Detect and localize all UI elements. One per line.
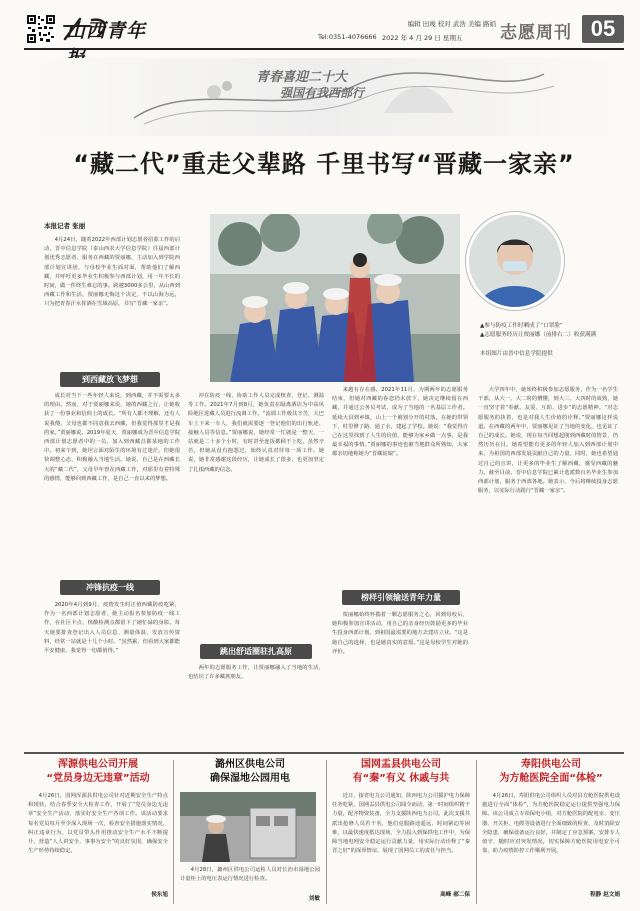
bottom-4-body-wrap — [482, 792, 620, 890]
main-photo — [210, 214, 460, 382]
page-number — [582, 15, 624, 43]
banner-line1: 青春喜迎二十大 — [256, 70, 348, 85]
col4-body-text: 大学四年中，她始终积极参加志愿服务，作为一名学生干部，从大一、大二时的懵懂，到大三、大四时的成熟，她一直坚守着“奉献、友爱、互助、进步”的志愿精神。“对志愿服务的执着，也是对我人生价值的诠释。”贾丽娜这样说道。在西藏的两年中，贾丽娜见证了当地的变化，也见证了自己的成长。她说，现在每当回想起刚到西藏时的情景，仍然历历在目。她希望能有更多的年轻人加入到西部计划中来，为祖国的西部发展贡献自己的力量。同时，她也希望通过自己的宣讲，让更多的毕业生了解西藏，感受西藏的魅力。截至目前，晋中信息学院已累计选派数百名毕业生参加西部计划，服务于西部各地。她表示，今后将继续投身志愿服务，以实际行动践行“晋藏一家亲”。 — [478, 387, 618, 495]
bottom-4-title2: 为方舱医院全面“体检” — [499, 773, 603, 784]
bottom-1-title1: 浑源供电公司开展 — [58, 759, 138, 770]
col1-intro-text: 4月24日，随着2022年西部计划志愿者招募工作的启动，晋中信息学院（泰山西农大学信息学院）往届西部计划优秀志愿者、服务在西藏的贾丽娜，主动加入到学院西部计划宣讲团，与母校毕业生面对面，帮助他们了解西藏，并呼吁更多毕业生积极参与西部计划，用一年不长的时间，做一件终生难忘的事。跨越3000多公里，从山西到西藏工作和生活，贾丽娜无悔这个决定，不以山海为远，只为把青春汗水挥洒在雪域高原，书写“晋藏一家亲”。 — [44, 237, 180, 308]
col1-body — [44, 392, 180, 572]
bottom-2-body: 4月28日，潞州区供电公司运检人员对长治市湿地公园计量柜上的电压表运行情况进行检查。 — [180, 867, 320, 883]
col2-body-text: 冲在防疫一线，协助工作人员完成核查、登记、测温等工作。2021年7月到8月，她负责在隔离酒店为中高风险地区进藏人员进行流调工作。“流调工作极其辛苦，大巴车上下来一车人，我们就需要逐一登记他们的出行轨迹、接触人员等信息。”贾丽娜说，她经常一忙就是一整天，一站就是二十多个小时，有时甚至连饭都顾不上吃。虽然辛苦，但她从没有抱怨过，始终认真对待每一项工作。她说，她非常感谢这段经历，让她成长了很多，也更加坚定了扎根西藏的信念。 — [188, 393, 324, 473]
subhead-4: 榜样引领输送青年力量 — [342, 590, 460, 605]
subhead-1: 到西藏放飞梦想 — [60, 372, 160, 387]
caption-credit: 本组图片由晋中信息学院提供 — [480, 351, 553, 357]
bottom-4-author: 程静 赵文娟 — [590, 892, 620, 898]
masthead-rule — [24, 48, 624, 50]
bottom-3-body-wrap — [332, 792, 470, 890]
bottom-1-body-wrap — [28, 792, 168, 890]
section-title: 志愿周刊 — [500, 23, 572, 43]
masthead-contacts: 编辑 田竣 校对 武浩 美编 路娟 — [407, 20, 496, 28]
col2-body — [188, 392, 324, 640]
col1-body2 — [44, 601, 180, 745]
caption-line1: ▲参与防疫工作时晒成了“口罩脸” — [480, 323, 563, 329]
bottom-3-author: 高峰 郝二保 — [440, 892, 470, 898]
byline: 本报记者 张丽 — [44, 222, 86, 230]
col3-body-text: 来越有存在感。2021年11月，为期两年的志愿服务结束，但她对西藏的眷恋仍未放下，她决定继续留在西藏，并通过公务员考试，成为了当地的一名基层工作者。延续大县到乡镇，山上一个被划分开的村落。在她的带领下，村里修了路，通了水，建起了学校。她说：“我觉得自己在这里找到了人生的价值，能够为家乡做一点事，是我最幸福的事情。”贾丽娜的事迹也被当地群众所熟知，大家都亲切地称她为“晋藏姑娘”。 — [332, 387, 468, 458]
bottom-2-title2: 确保湿地公园用电 — [210, 773, 290, 784]
page-number-text: 05 — [590, 16, 616, 41]
paper-name: 山西青年 — [66, 20, 147, 42]
bottom-3-title2: 有“秦”有义 休戚与共 — [352, 773, 450, 784]
bottom-divider-2 — [326, 760, 327, 904]
col2-body2-text: 两年的志愿服务工作，让贾丽娜融入了当地的生活，也结识了许多藏族朋友。 — [188, 665, 324, 681]
bottom-article-2 — [180, 758, 320, 904]
qr-code — [26, 14, 56, 44]
bottom-1-title2: “党员身边无违章”活动 — [46, 773, 150, 784]
masthead-phone: Tel:0351-4076666 — [318, 33, 377, 41]
bottom-1-author: 侯东旭 — [151, 892, 168, 898]
bottom-2-photo — [180, 792, 316, 862]
paper-name-logo — [62, 14, 160, 44]
col1-intro — [44, 236, 180, 356]
subhead-2: 冲锋抗疫一线 — [60, 580, 160, 595]
col3-body2-text: 贾丽娜始终怀揣着一颗志愿服务之心，回到母校后，她积极参加宣讲活动，用自己的亲身经历鼓励更多的毕业生投身西部计划，到祖国最需要的地方去建功立业。“这是她自己的选择，也是她真实的意愿。”这是母校学生对她的评价。 — [332, 612, 468, 655]
col3-body2 — [332, 611, 468, 745]
caption-line2: ▲志愿服务经历让贾丽娜（前排右二）收获满满 — [480, 332, 597, 338]
bottom-3-title1: 国网盂县供电公司 — [361, 759, 441, 770]
bottom-3-body: 近日，接省电力公司通知，陕西电力公司援沪电力保障任务吃紧，国网盂县供电公司闻令而动，第一时间组织精干力量，配齐物资装备，全力支援陕西电力公司。此次支援共派出抢修人员若干名，他们克服路途遥远、时间紧迫等困难，以最快速度抵达现场，全力投入到保供电工作中，为保障当地电网安全稳定运行贡献力量，用实际行动诠释了“秦晋之好”的深厚情谊，展现了国网员工的责任与担当。 — [332, 793, 470, 855]
col3-body — [332, 386, 468, 554]
inset-photo — [466, 212, 564, 310]
banner-line2: 强国有我西部行 — [280, 86, 365, 100]
photo-caption — [480, 322, 630, 359]
bottom-divider-1 — [173, 760, 174, 904]
col4-body — [478, 386, 618, 746]
bottom-4-body: 4月26日，寿阳供电公司组织人员对县方舱医院供电设施进行全面“体检”，为方舱医院稳定运行提供坚强电力保障。该公司成立专项保电小组，对方舱医院的配电室、变压器、开关柜、电缆等设备进行全面细致的检查，及时消除安全隐患，确保设备运行良好，并制定了应急预案，安排专人值守，随时应对突发情况，切实保障方舱医院用电安全可靠，助力疫情防控工作顺利开展。 — [482, 793, 620, 855]
headline: “藏二代”重走父辈路 千里书写“晋藏一家亲” — [73, 150, 575, 178]
col1-body-text: 成长对当下一些年轻人来说，到西藏，并不需要太多的理由。然而，对于贾丽娜来说，她的西藏之行，让她收获了一份事业和信仰上的成长。“所有人都不理解，还有人说我傻，父母也都不同意我去西藏，但我觉得那里才是我的家。”贾丽娜说。2019年夏天，贾丽娜成为晋中信息学院西部计划志愿者中的一员，加入到西藏昌都某地的工作中。初来乍到，她坦言面对陌生的环境有过迷茫，但她很快调整心态，积极融入当地生活。她说，自己是在西藏长大的“藏二代”，父母早年曾在西藏工作，对那里有着特殊的感情，能够回到西藏工作，是自己一直以来的梦想。 — [44, 393, 180, 482]
banner — [24, 58, 624, 136]
masthead-date: 2022 年 4 月 29 日 星期五 — [382, 34, 463, 42]
bottom-rule — [24, 752, 624, 754]
bottom-article-1 — [28, 758, 168, 904]
bottom-2-body-wrap — [180, 866, 320, 894]
subhead-3: 跳出舒适圈驻扎高原 — [200, 644, 312, 659]
bottom-1-body: 4月26日，国网浑源县供电公司针对近期安全生产特点和现状，结合春季安全大检查工作，开展了“党员身边无违章”安全生产活动，落实好安全生产各项工作。该活动要求每名党员每月至少深入现场一次，检查安全措施落实情况，纠正违章行为，以党员带头作用推动安全生产水平不断提升，营造“人人讲安全、事事为安全”的良好氛围，确保安全生产形势持续稳定。 — [28, 793, 168, 855]
bottom-4-title1: 寿阳供电公司 — [521, 759, 581, 770]
bottom-2-title1: 潞州区供电公司 — [215, 759, 285, 770]
bottom-2-author: 刘敏 — [308, 896, 320, 902]
bottom-article-3 — [332, 758, 470, 904]
bottom-article-4 — [482, 758, 620, 904]
bottom-divider-3 — [476, 760, 477, 904]
col1-body2-text: 2020年4月到9月，疫情发生时正值西藏防疫吃紧，作为一名西部计划志愿者，她主动报名参加防疫一线工作，在社区卡点、核酸检测点都留下了她忙碌的身影。每天她要排查登记出入人员信息、测量体温、发放宣传资料，经常一站就是十几个小时。“虽然累，但看到大家都能平安健康，我觉得一切都值得。” — [44, 602, 180, 655]
col2-body2 — [188, 664, 324, 744]
